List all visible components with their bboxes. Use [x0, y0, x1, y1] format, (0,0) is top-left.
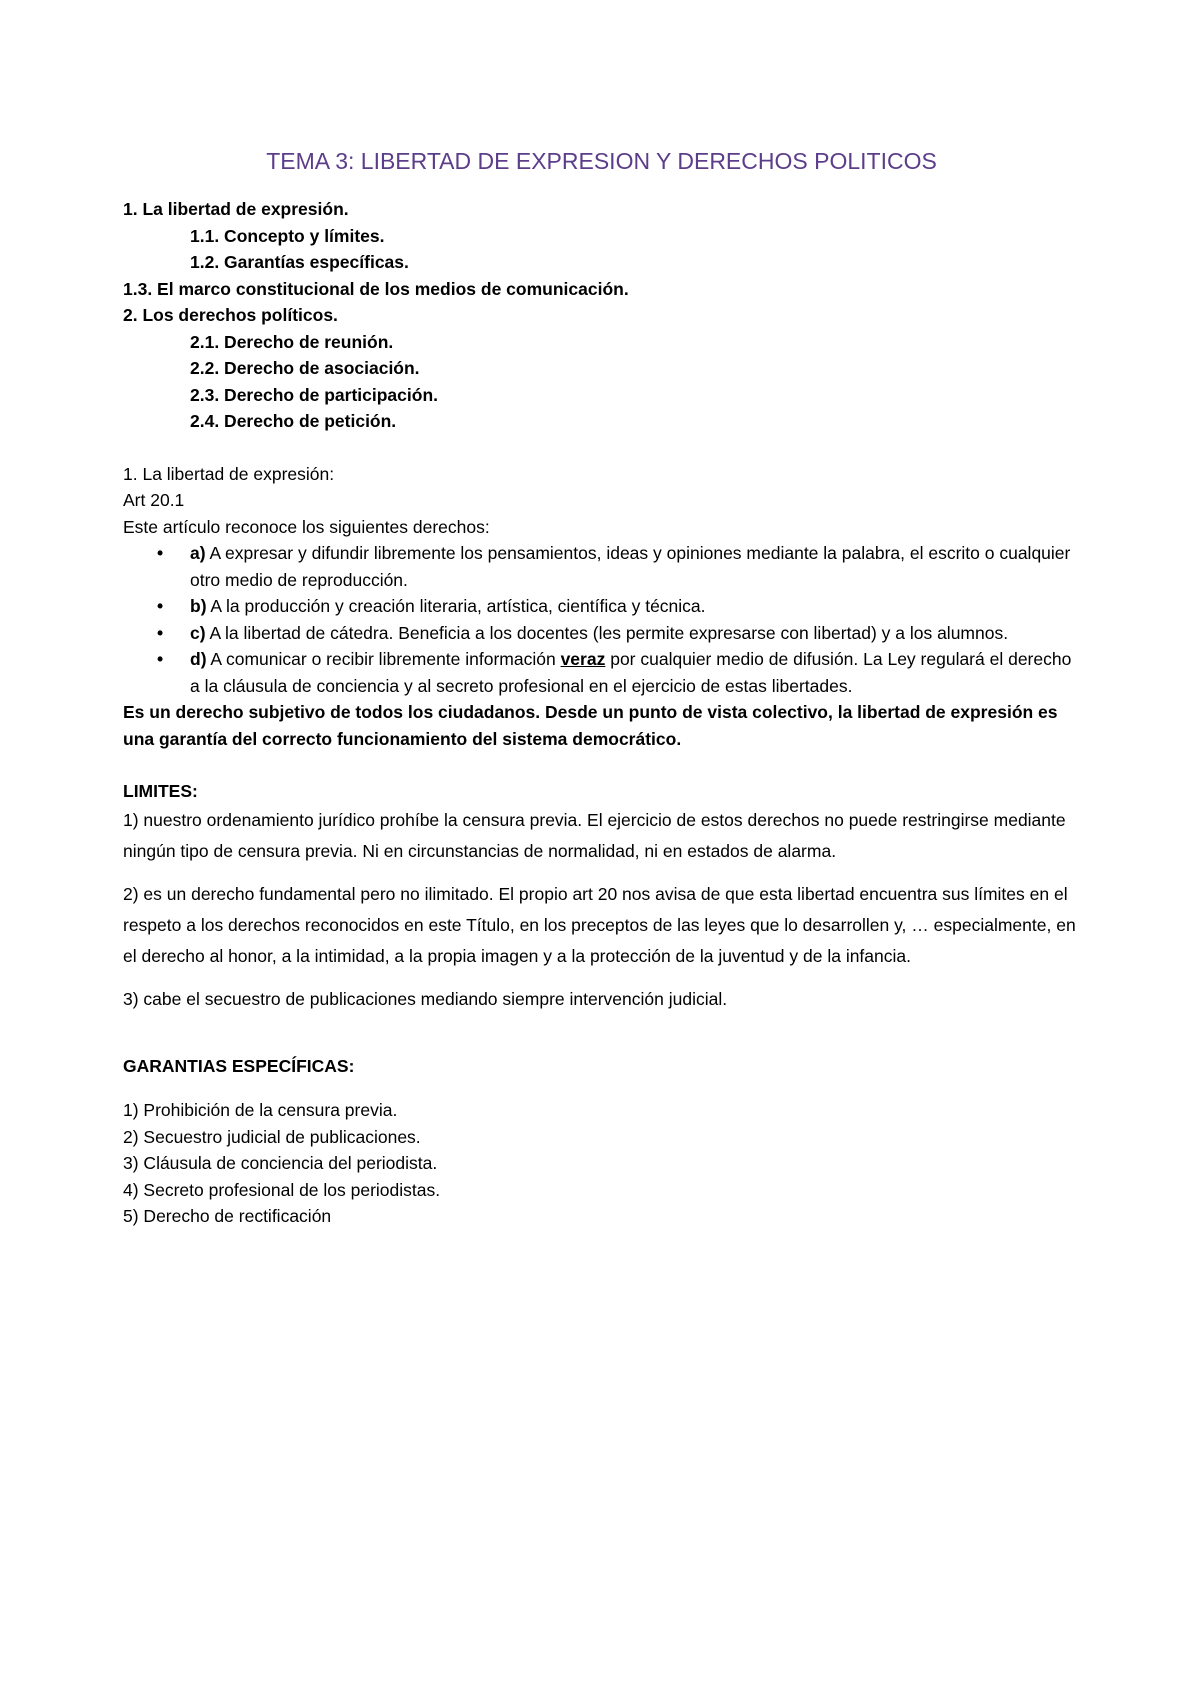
item-text: Prohibición de la censura previa. [138, 1100, 398, 1120]
paragraph-number: 1) [123, 809, 139, 830]
item-letter: b) [190, 596, 207, 616]
toc-item: 1.3. El marco constitucional de los medios de comunicación. [123, 278, 629, 299]
toc-item: 2.2. Derecho de asociación. [190, 358, 420, 378]
list-item [123, 1203, 1080, 1230]
bullet-icon: • [157, 649, 164, 669]
bullet-icon: • [157, 622, 164, 643]
toc-item: 2. Los derechos políticos. [123, 305, 338, 325]
item-text: Cláusula de conciencia del periodista. [138, 1153, 438, 1173]
list-item [123, 1177, 1080, 1204]
item-letter: d) [190, 649, 207, 669]
toc-item: 1.1. Concepto y límites. [190, 225, 385, 246]
section-intro: Este artículo reconoce los siguientes derechos: [123, 516, 490, 537]
section-heading: 1. La libertad de expresión: [123, 463, 335, 484]
article-reference: Art 20.1 [123, 490, 185, 510]
item-text: por cualquier medio de difusión. La Ley regulará el derecho a la cláusula de conciencia y al secreto profesional en el ejercicio de estas libertades. [190, 649, 1072, 696]
limits-paragraph [123, 879, 1080, 972]
spacer [123, 752, 1080, 778]
list-item [123, 540, 1080, 593]
limits-paragraph [123, 805, 1080, 867]
toc-item: 1. La libertad de expresión. [123, 199, 349, 219]
document-title: TEMA 3: LIBERTAD DE EXPRESION Y DERECHOS POLITICOS [266, 148, 937, 174]
item-text: A expresar y difundir libremente los pensamientos, ideas y opiniones mediante la palabra, el escrito o cualquier otro medio de reproducción. [190, 543, 1071, 590]
toc-item: 2.3. Derecho de participación. [190, 384, 438, 405]
item-number: 3) [123, 1153, 139, 1173]
paragraph-number: 3) [123, 988, 139, 1009]
toc-item: 2.1. Derecho de reunión. [190, 331, 394, 352]
rights-list [123, 540, 1080, 699]
bullet-icon: • [157, 596, 164, 616]
section-garantias [123, 1053, 1080, 1230]
paragraph-number: 2) [123, 883, 139, 904]
paragraph-text: nuestro ordenamiento jurídico prohíbe la censura previa. El ejercicio de estos derechos no puede restringirse mediante ningún tipo de censura previa. Ni en circunstancias de normalidad, ni en estados de alarma. [123, 809, 1066, 861]
spacer [123, 435, 1080, 461]
toc-item: 1.2. Garantías específicas. [190, 252, 409, 272]
item-text: A la producción y creación literaria, artística, científica y técnica. [206, 596, 706, 616]
limits-paragraph [123, 984, 1080, 1015]
item-text: Secreto profesional de los periodistas. [138, 1179, 441, 1200]
limits-heading: LIMITES: [123, 781, 198, 801]
toc-item: 2.4. Derecho de petición. [190, 411, 397, 431]
spacer [123, 1027, 1080, 1053]
item-number: 2) [123, 1126, 139, 1147]
underlined-word: veraz [560, 649, 606, 669]
list-item [123, 1150, 1080, 1177]
item-number: 1) [123, 1100, 139, 1120]
list-item [123, 1097, 1080, 1124]
item-text: Secuestro judicial de publicaciones. [138, 1126, 421, 1147]
paragraph-text: cabe el secuestro de publicaciones mediando siempre intervención judicial. [138, 988, 728, 1009]
item-number: 4) [123, 1179, 139, 1200]
section-conclusion: Es un derecho subjetivo de todos los ciudadanos. Desde un punto de vista colectivo, la libertad de expresión es una garantía del correcto funcionamiento del sistema democrático. [123, 702, 1058, 749]
list-item [123, 620, 1080, 647]
list-item [123, 593, 1080, 620]
item-letter: a) [190, 543, 206, 563]
item-letter: c) [190, 622, 206, 643]
section-libertad-expresion [123, 461, 1080, 753]
bullet-icon: • [157, 543, 164, 563]
section-limites [123, 778, 1080, 1015]
item-text: Derecho de rectificación [138, 1206, 332, 1226]
list-item [123, 646, 1080, 699]
list-item [123, 1124, 1080, 1151]
item-text: A comunicar o recibir libremente información [206, 649, 561, 669]
item-number: 5) [123, 1206, 139, 1226]
paragraph-text: es un derecho fundamental pero no ilimitado. El propio art 20 nos avisa de que esta libertad encuentra sus límites en el respeto a los derechos reconocidos en este Título, en los preceptos de las leyes que lo desarrollen y, … especialmente, en el derecho al honor, a la intimidad, a la propia imagen y a la protección de la juventud y de la infancia. [123, 883, 1076, 966]
guarantees-heading: GARANTIAS ESPECÍFICAS: [123, 1055, 355, 1076]
table-of-contents [123, 196, 1080, 435]
item-text: A la libertad de cátedra. Beneficia a los docentes (les permite expresarse con libertad) y a los alumnos. [205, 622, 1009, 643]
spacer [123, 1079, 1080, 1097]
